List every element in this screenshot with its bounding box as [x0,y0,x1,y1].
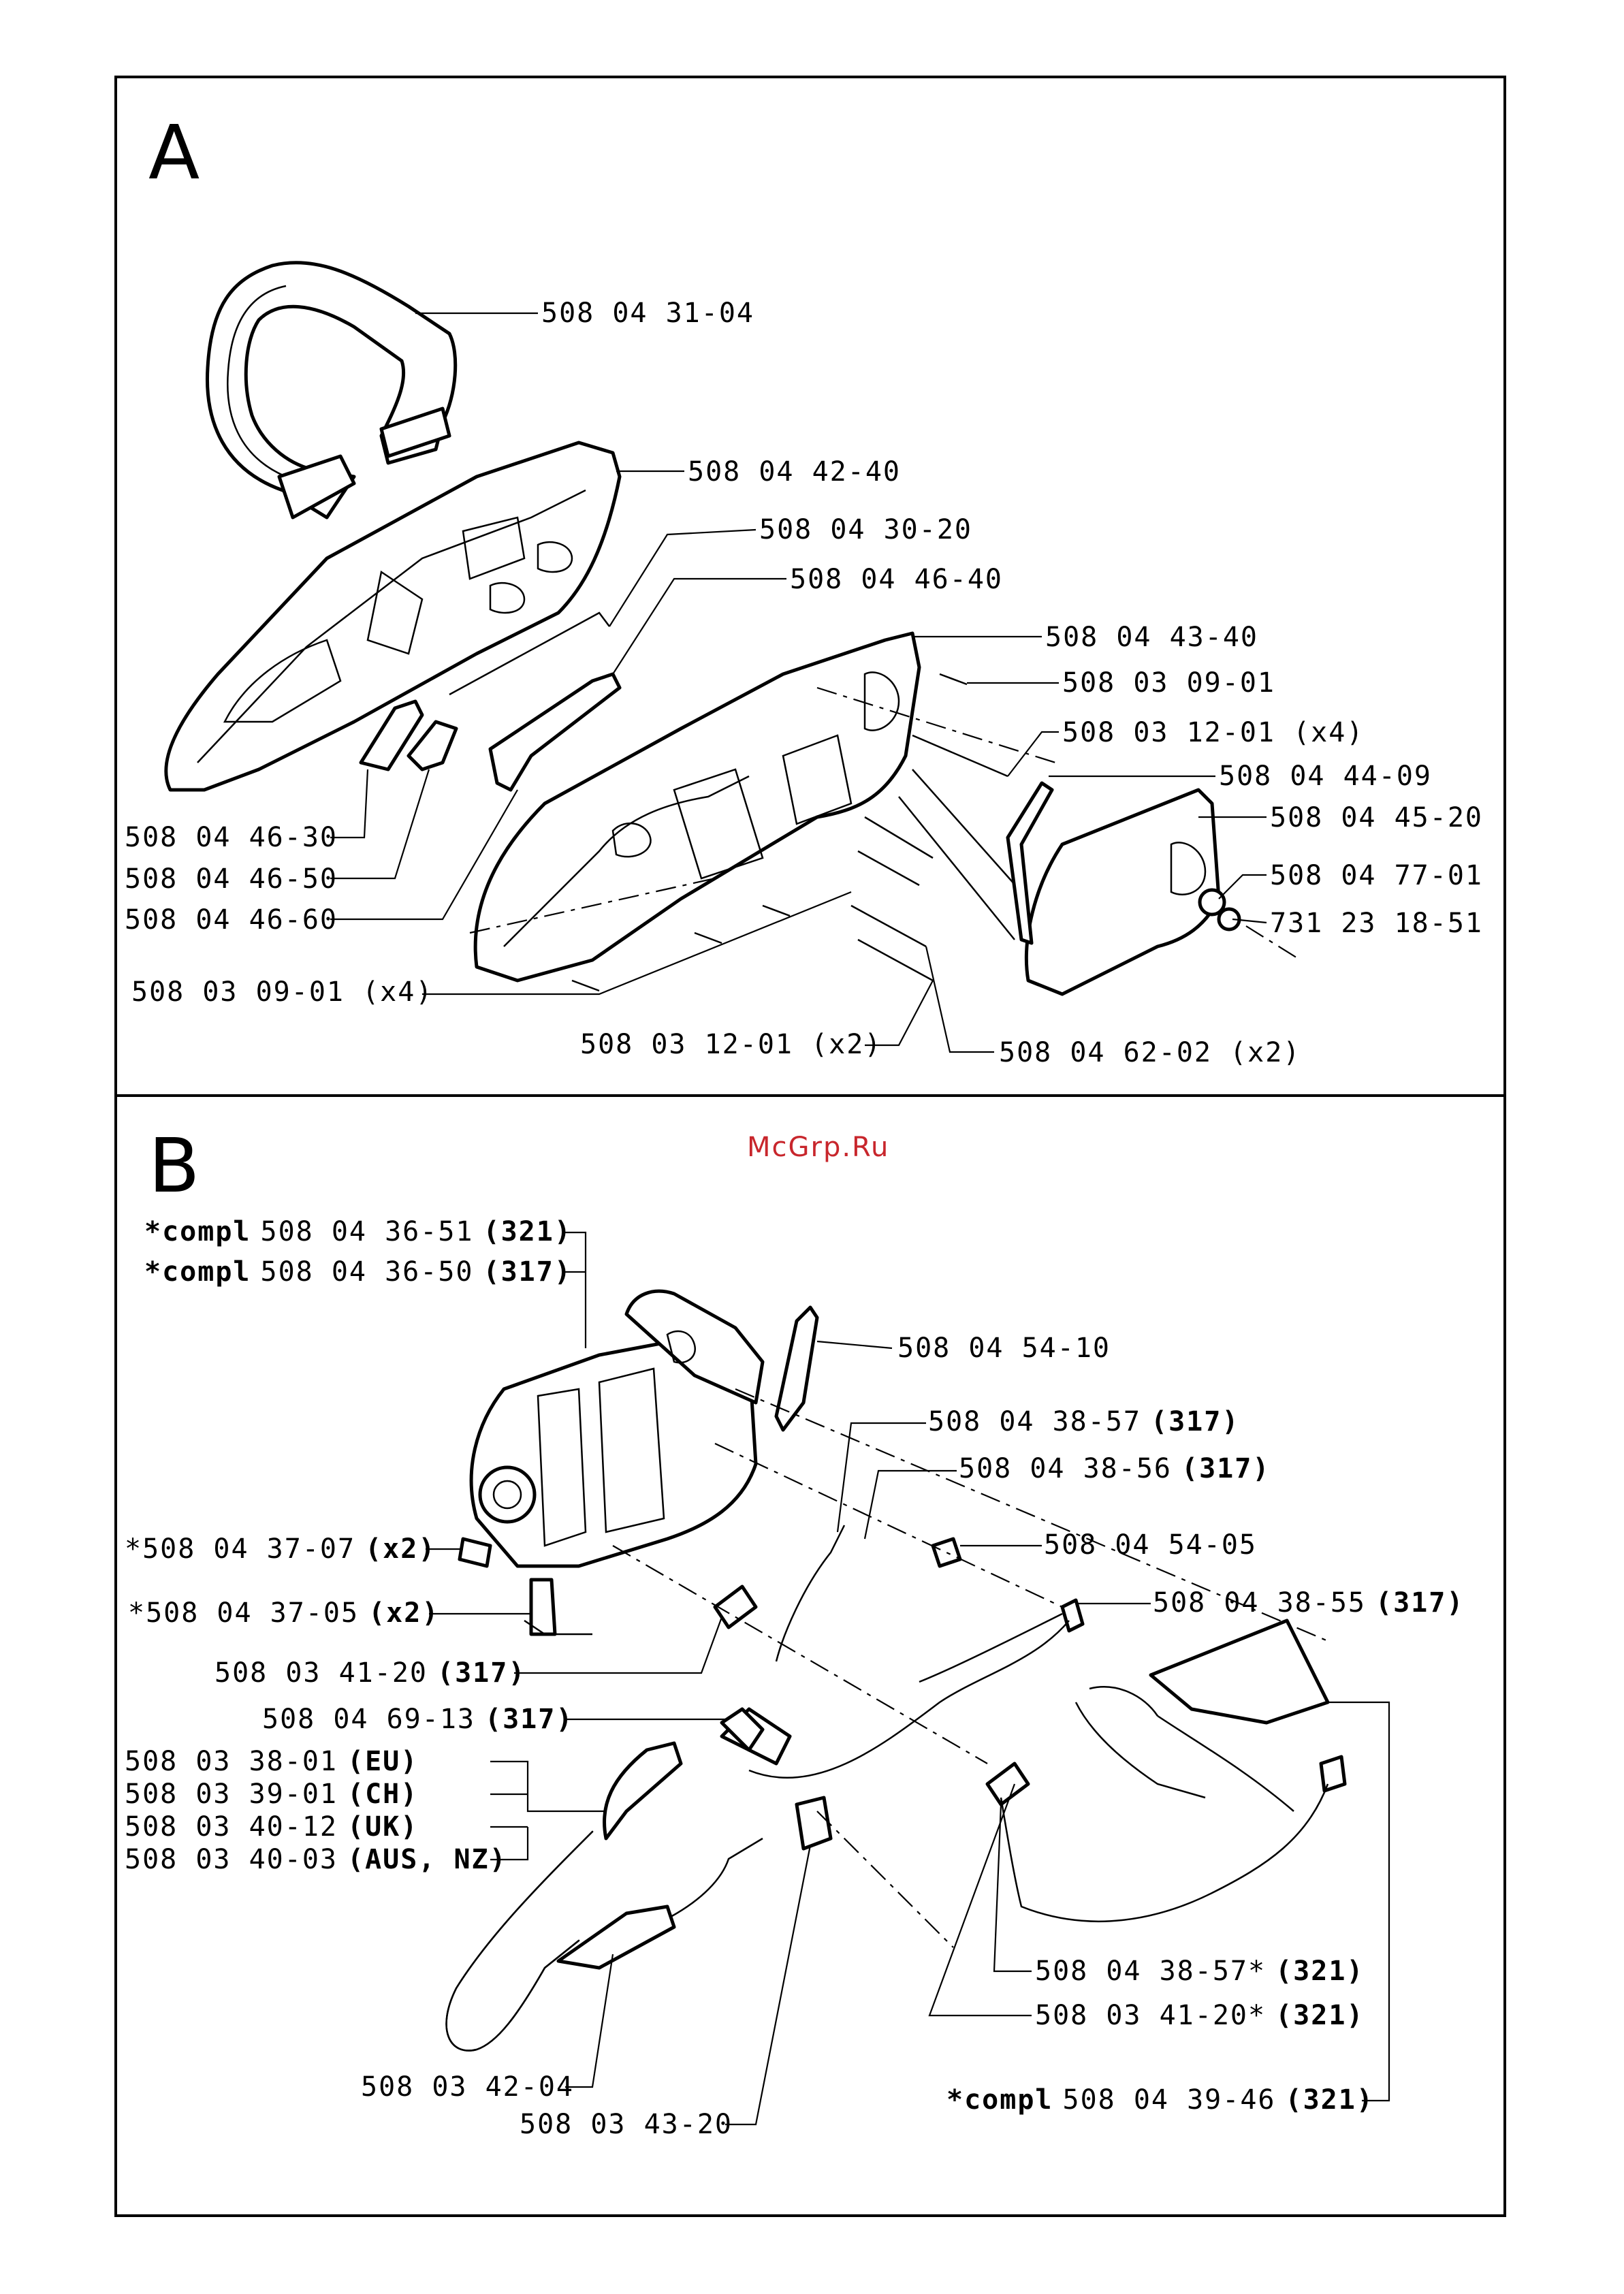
label-731-23-18-51: 731 23 18-51 [1270,908,1483,939]
label-motor-317: *compl 508 04 36-50 (317) [144,1256,572,1288]
power-cable-drawing [447,1709,831,2051]
label-right-housing: 508 04 43-40 [1045,622,1258,653]
label-508-04-69-13-317: 508 04 69-13 (317) [262,1704,574,1735]
label-508-03-12-01-x4: 508 03 12-01 (x4) [1062,717,1365,748]
label-508-04-37-07-x2: *508 04 37-07 (x2) [125,1533,436,1565]
label-508-04-46-60: 508 04 46-60 [125,904,338,936]
section-a-letter: A [148,109,200,196]
label-508-04-38-56-317: 508 04 38-56 (317) [959,1453,1271,1484]
front-handle-drawing [207,263,455,517]
label-motor-321: *compl 508 04 36-51 (321) [144,1216,572,1247]
label-508-04-46-50: 508 04 46-50 [125,863,338,895]
label-508-04-38-57-317: 508 04 38-57 (317) [928,1406,1240,1437]
chain-cover-drawing [1008,783,1301,994]
label-508-04-46-40: 508 04 46-40 [790,564,1003,595]
right-housing-drawing [475,633,919,981]
label-508-04-54-10: 508 04 54-10 [897,1333,1111,1364]
wiring-drawing [715,1525,1345,1922]
label-plug-aus-nz: 508 03 40-03 (AUS, NZ) [125,1844,507,1875]
label-508-04-62-02-x2: 508 04 62-02 (x2) [999,1037,1301,1068]
label-plug-uk: 508 03 40-12 (UK) [125,1811,419,1843]
label-plug-ch: 508 03 39-01 (CH) [125,1779,419,1810]
label-plug-eu: 508 03 38-01 (EU) [125,1746,419,1777]
label-508-03-09-01-x4: 508 03 09-01 (x4) [131,976,434,1008]
label-508-03-43-20: 508 03 43-20 [520,2109,733,2140]
motor-drawing [460,1291,817,1634]
label-front-handle: 508 04 31-04 [541,298,754,329]
label-508-04-38-57-321: 508 04 38-57* (321) [1035,1956,1365,1987]
label-508-04-46-30: 508 04 46-30 [125,822,338,853]
label-508-04-37-05-x2: *508 04 37-05 (x2) [128,1597,440,1629]
label-508-04-54-05: 508 04 54-05 [1044,1529,1257,1561]
label-508-04-30-20: 508 04 30-20 [759,514,972,545]
label-508-03-42-04: 508 03 42-04 [361,2071,574,2103]
label-508-04-45-20: 508 04 45-20 [1270,802,1483,833]
label-508-03-41-20-321: 508 03 41-20* (321) [1035,2000,1365,2031]
label-508-03-09-01: 508 03 09-01 [1062,667,1275,699]
label-508-03-12-01-x2: 508 03 12-01 (x2) [580,1029,882,1060]
section-b-letter: B [148,1122,200,1209]
label-compl-508-04-39-46: *compl 508 04 39-46 (321) [946,2084,1374,2116]
label-508-04-44-09: 508 04 44-09 [1219,761,1432,792]
label-508-04-38-55-317: 508 04 38-55 (317) [1153,1587,1465,1619]
watermark: McGrp.Ru [747,1132,890,1163]
label-left-housing: 508 04 42-40 [688,456,901,488]
label-508-04-77-01: 508 04 77-01 [1270,860,1483,891]
label-508-03-41-20-317: 508 03 41-20 (317) [214,1657,526,1689]
